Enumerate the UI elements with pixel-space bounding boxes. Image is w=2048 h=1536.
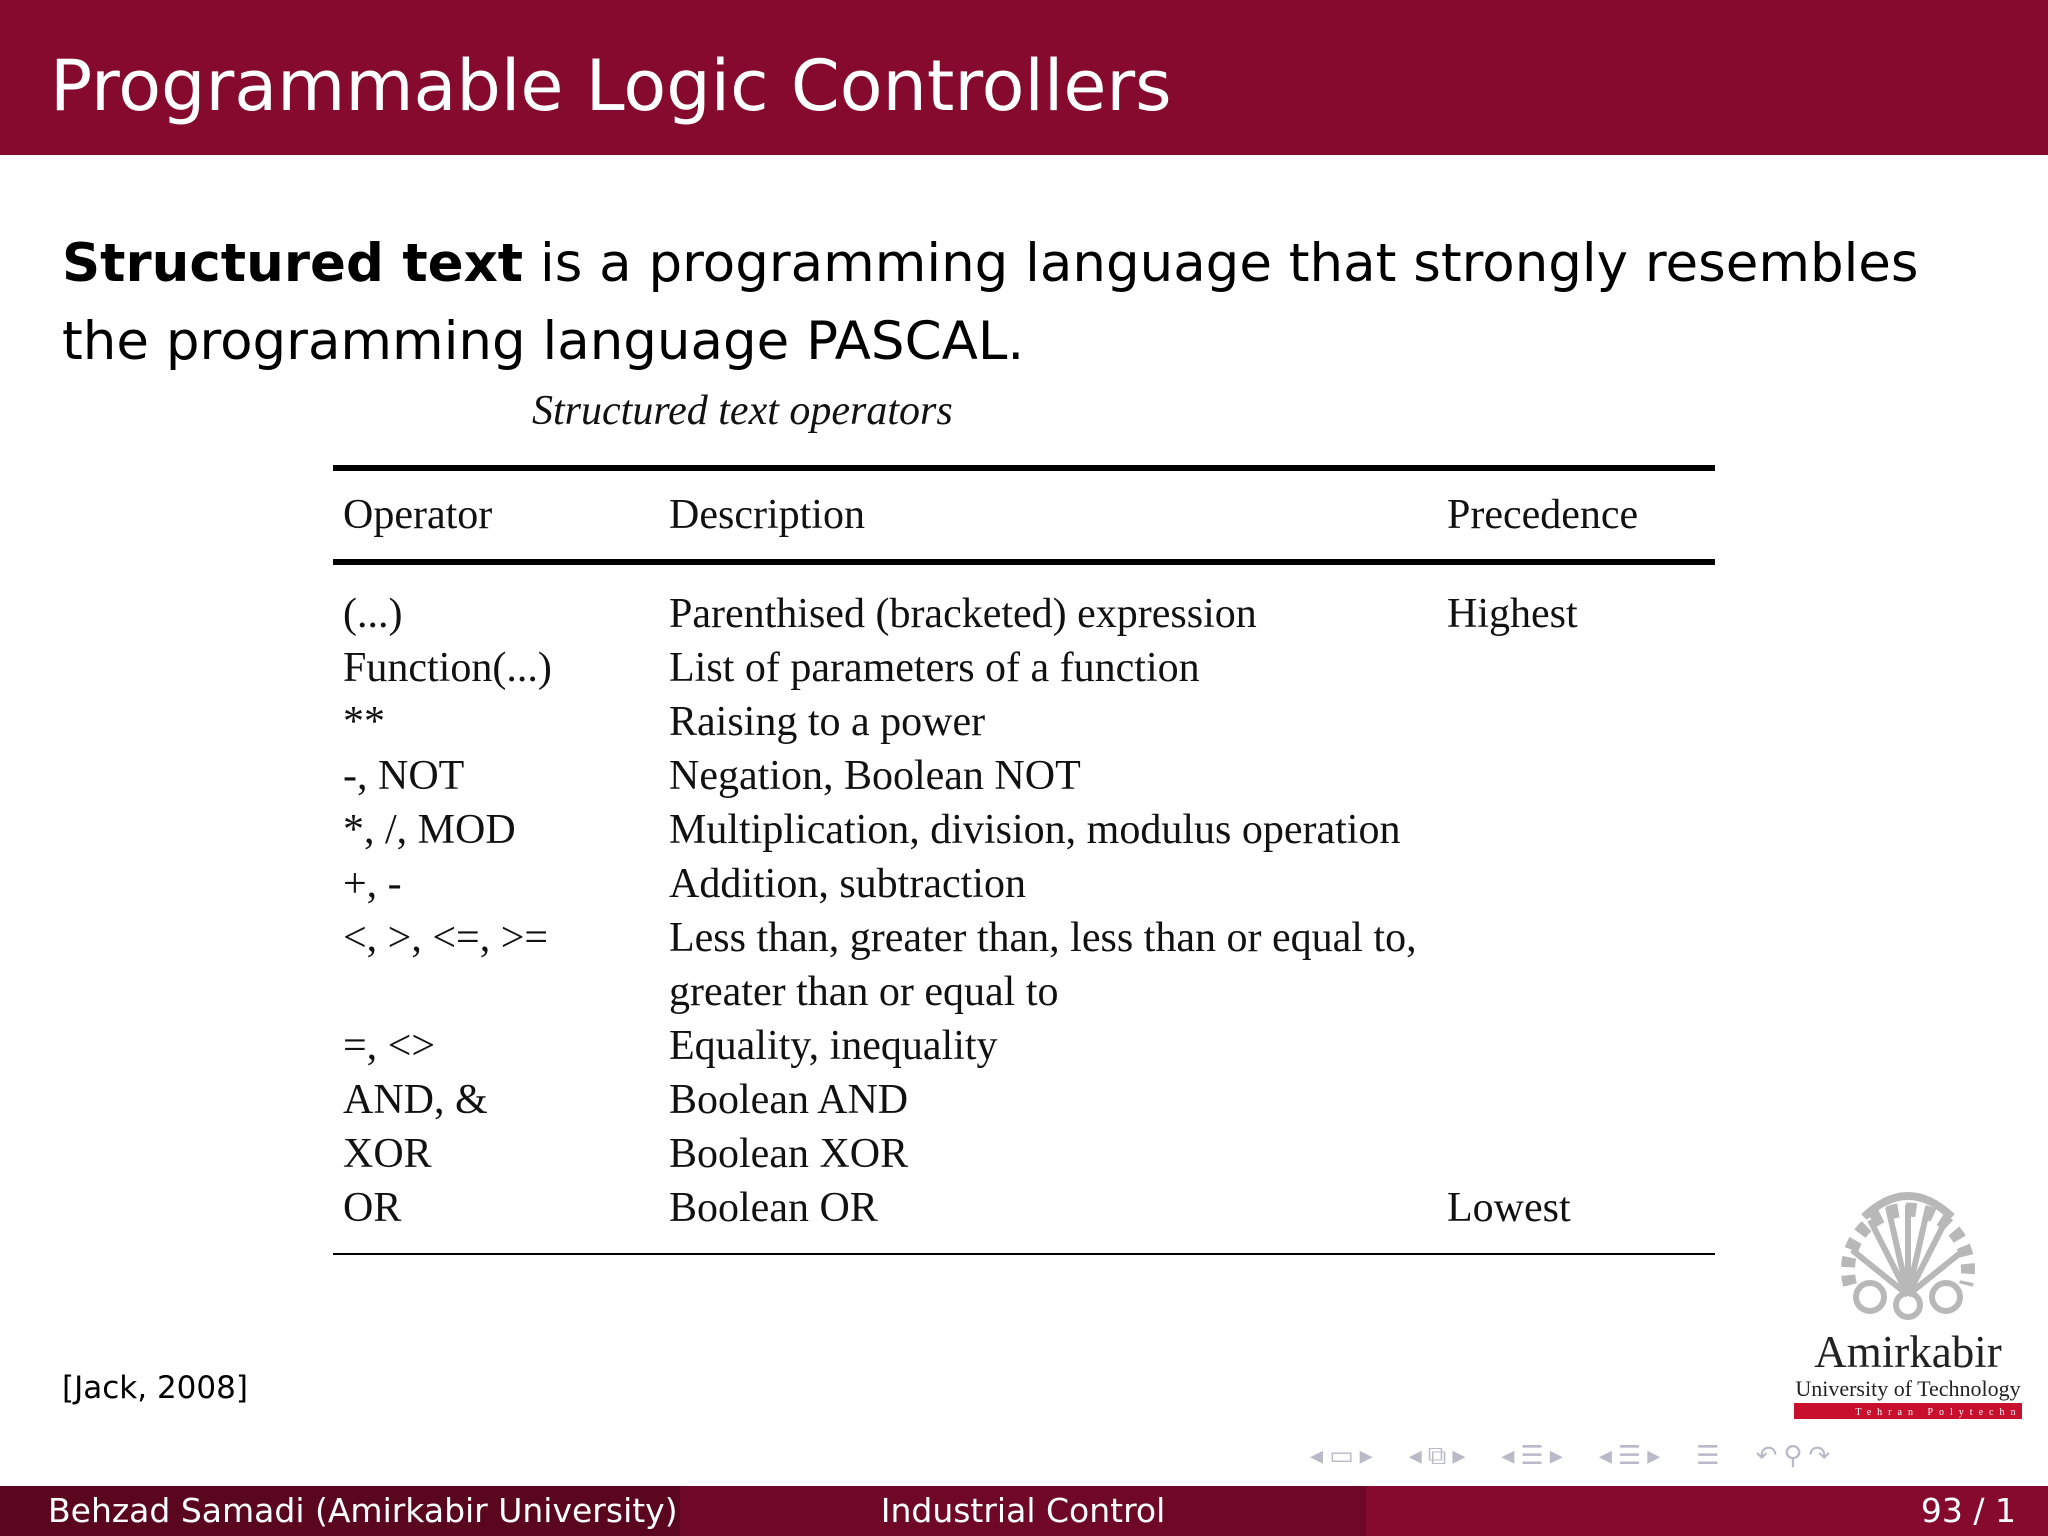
cell-precedence: Lowest (1447, 1185, 1571, 1231)
cell-operator: (...) (343, 591, 403, 637)
cell-precedence (1437, 749, 1715, 803)
university-logo (1790, 1165, 2041, 1421)
footer-course: Industrial Control (680, 1486, 1366, 1536)
table-row (333, 1073, 1715, 1127)
beamer-navigation (1310, 1438, 1852, 1474)
footer-page-number: 93 / 1 (1366, 1486, 2048, 1536)
cell-operator: Function(...) (343, 645, 552, 691)
table-row (333, 1019, 1715, 1073)
nav-subsection-left-icon[interactable]: ◂ (1501, 1441, 1515, 1471)
cell-description: Addition, subtraction (669, 861, 1026, 907)
cell-operator: <, >, <=, >= (343, 915, 549, 961)
footer-bar (0, 1486, 2048, 1536)
cell-description: Boolean AND (669, 1077, 909, 1123)
nav-doc-right-icon[interactable]: ▸ (1647, 1441, 1661, 1471)
footer-author: Behzad Samadi (Amirkabir University) (0, 1486, 680, 1536)
cell-precedence (1437, 803, 1715, 857)
table-row (333, 562, 1715, 641)
nav-frame-group (1310, 1441, 1373, 1471)
logo-name: Amirkabir (1814, 1327, 2002, 1377)
nav-subsection-right-icon[interactable]: ▸ (1549, 1441, 1563, 1471)
cell-operator: ** (343, 699, 385, 745)
table-row (333, 911, 1715, 1019)
table-header-row (333, 468, 1715, 562)
citation: [Jack, 2008] (62, 1370, 248, 1406)
nav-forward-icon[interactable]: ↷ (1808, 1441, 1831, 1471)
nav-section-right-icon[interactable]: ▸ (1452, 1441, 1466, 1471)
table-row (333, 695, 1715, 749)
header-description: Description (669, 492, 865, 538)
svg-text:Tehran Polytechnic: Tehran Polytechnic (1855, 1407, 2041, 1418)
nav-toc-group (1696, 1441, 1719, 1471)
intro-bold-term: Structured text (62, 233, 524, 294)
nav-doc-group (1599, 1441, 1660, 1471)
nav-subsection-icon[interactable]: ☰ (1520, 1441, 1544, 1471)
cell-description: Equality, inequality (669, 1023, 998, 1069)
nav-section-group (1409, 1441, 1466, 1472)
cell-description: Boolean XOR (669, 1131, 909, 1177)
nav-frame-left-icon[interactable]: ◂ (1310, 1441, 1324, 1471)
cell-description: Less than, greater than, less than or equal to, greater than or equal to (669, 915, 1417, 1015)
header-operator: Operator (343, 492, 493, 538)
cell-precedence (1437, 695, 1715, 749)
table-row (333, 803, 1715, 857)
nav-search-icon[interactable]: ⚲ (1783, 1441, 1803, 1471)
cell-operator: =, <> (343, 1023, 436, 1069)
cell-description: List of parameters of a function (669, 645, 1200, 691)
cell-operator: *, /, MOD (343, 807, 516, 853)
cell-precedence (1437, 1127, 1715, 1181)
cell-description: Parenthised (bracketed) expression (669, 591, 1257, 637)
table-body (333, 562, 1715, 1254)
nav-frame-right-icon[interactable]: ▸ (1359, 1441, 1373, 1471)
cell-operator: AND, & (343, 1077, 488, 1123)
cell-description: Boolean OR (669, 1185, 878, 1231)
cell-operator: +, - (343, 861, 402, 907)
header-precedence: Precedence (1447, 492, 1639, 538)
university-emblem-icon (1830, 1165, 1986, 1325)
cell-precedence (1437, 911, 1715, 1019)
nav-frame-icon[interactable]: ▭ (1329, 1441, 1354, 1471)
table-caption: Structured text operators (532, 388, 953, 434)
cell-precedence (1437, 641, 1715, 695)
cell-precedence (1437, 857, 1715, 911)
nav-toc-icon[interactable]: ☰ (1696, 1441, 1720, 1471)
table-row (333, 857, 1715, 911)
title-bar (0, 0, 2048, 155)
cell-description: Negation, Boolean NOT (669, 753, 1081, 799)
nav-section-left-icon[interactable]: ◂ (1408, 1441, 1422, 1471)
logo-subtitle: University of Technology (1795, 1376, 2021, 1401)
logo-band-text (1834, 1403, 2048, 1419)
cell-precedence (1437, 1019, 1715, 1073)
slide-title: Programmable Logic Controllers (50, 45, 1172, 127)
logo-band (1794, 1403, 2041, 1419)
nav-doc-icon[interactable]: ☰ (1617, 1441, 1642, 1471)
table-row (333, 749, 1715, 803)
table-row (333, 641, 1715, 695)
cell-description: Multiplication, division, modulus operation (669, 807, 1401, 853)
cell-precedence (1437, 1073, 1715, 1127)
cell-description: Raising to a power (669, 699, 986, 745)
table-row (333, 1127, 1715, 1181)
nav-back-icon[interactable]: ↶ (1755, 1441, 1778, 1471)
cell-precedence: Highest (1447, 591, 1578, 637)
cell-operator: XOR (343, 1131, 432, 1177)
cell-operator: OR (343, 1185, 402, 1231)
nav-history-group (1756, 1441, 1831, 1471)
intro-text: is a programming language that strongly resembles the programming language PASCAL. (62, 233, 1919, 372)
cell-operator: -, NOT (343, 753, 465, 799)
nav-subsection-group (1501, 1441, 1562, 1471)
nav-section-icon[interactable]: ⧉ (1427, 1440, 1447, 1471)
intro-paragraph (62, 225, 2002, 381)
table-row (333, 1181, 1715, 1254)
nav-doc-left-icon[interactable]: ◂ (1598, 1441, 1612, 1471)
operators-table (333, 465, 1715, 1255)
